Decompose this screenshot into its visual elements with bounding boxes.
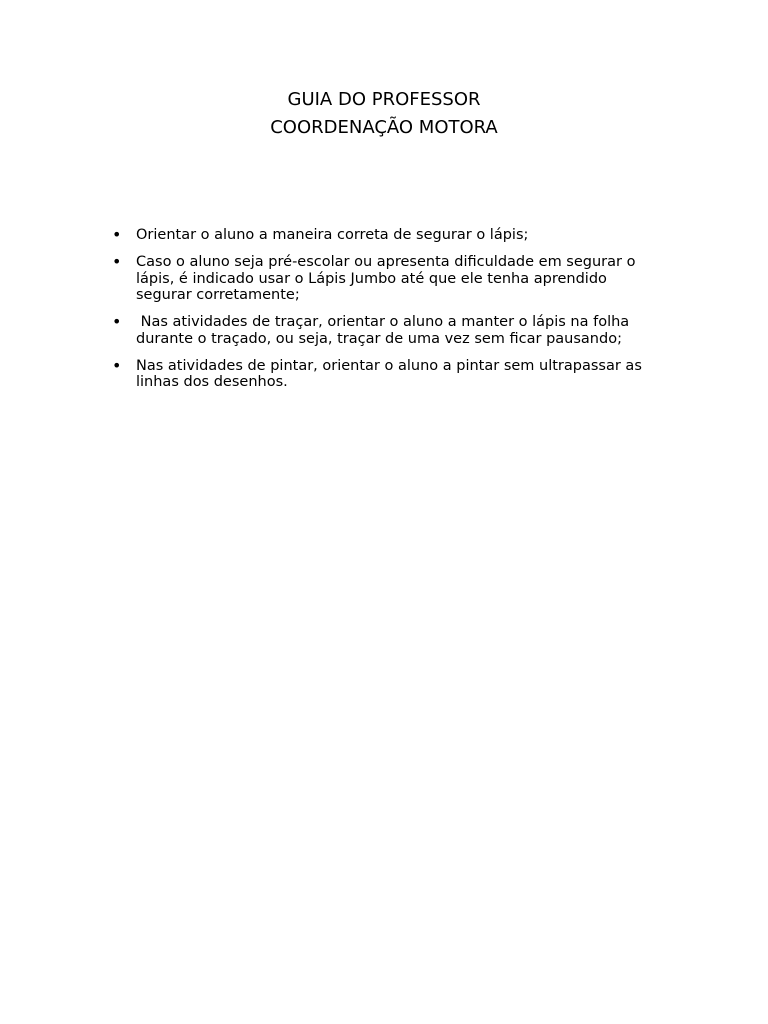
title-line-subject: COORDENAÇÃO MOTORA bbox=[270, 117, 498, 138]
title-line-guide: GUIA DO PROFESSOR bbox=[287, 89, 481, 110]
list-item bbox=[112, 254, 672, 304]
instruction-list bbox=[112, 227, 672, 401]
list-item-text: Nas atividades de pintar, orientar o aluno a pintar sem ultrapassar as linhas dos desenhos. bbox=[136, 357, 642, 390]
bullet-icon: • bbox=[112, 312, 122, 331]
document-title bbox=[0, 86, 768, 142]
list-item bbox=[112, 355, 672, 391]
bullet-icon: • bbox=[112, 355, 122, 375]
list-item bbox=[112, 314, 672, 347]
list-item-text: Caso o aluno seja pré-escolar ou apresenta dificuldade em segurar o lápis, é indicado usar o Lápis Jumbo até que ele tenha aprendido segurar corretamente; bbox=[136, 254, 636, 303]
bullet-icon: • bbox=[112, 225, 122, 244]
list-item-text: Nas atividades de traçar, orientar o aluno a manter o lápis na folha durante o traçado, ou seja, traçar de uma vez sem ficar pausando; bbox=[136, 314, 630, 347]
bullet-icon: • bbox=[112, 252, 122, 271]
list-item-text: Orientar o aluno a maneira correta de segurar o lápis; bbox=[136, 227, 529, 243]
list-item bbox=[112, 227, 672, 244]
